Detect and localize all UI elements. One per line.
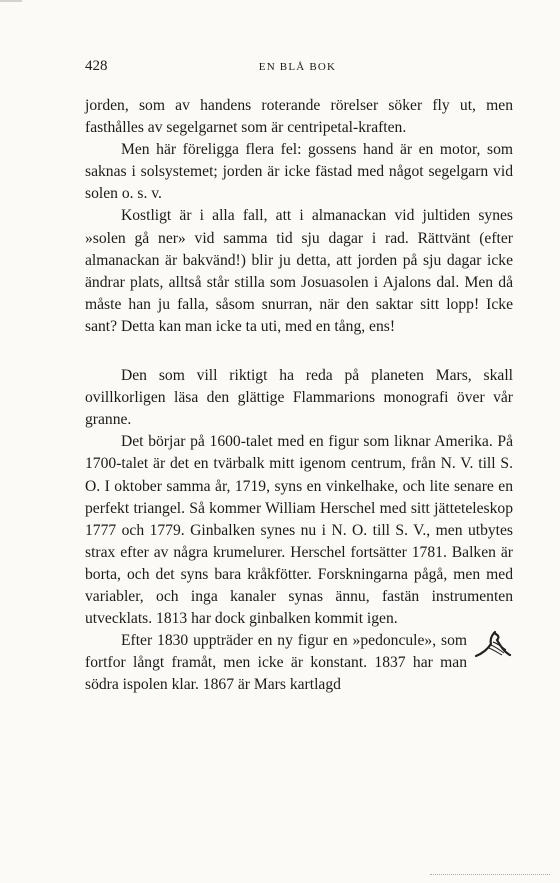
paragraph-5: Det börjar på 1600-talet med en figur som liknar Amerika. På 1700-talet är det en tvärbalk mitt igenom centrum, från N. V. till S. O. I oktober samma år, 1719, syns en vinkelhake, och lite senare en perfekt triangel. Så kommer William Herschel med sitt jätteteleskop 1777 och 1779. Ginbalken synes nu i N. O. till S. V., men utbytes strax efter av några krumelurer. Herschel fortsätter 1781. Balken är borta, och det syns bara kråkfötter. Forskningarna pågå, men med variabler, och inga kanaler synas ännu, fastän instrumenten utvecklats. 1813 har dock ginbalken kommit igen. [85,433,513,628]
running-title: EN BLÅ BOK [258,61,337,73]
page-number: 428 [85,58,108,74]
section-break [85,338,513,365]
paragraph-1: jorden, som av handens roterande rörelser söker fly ut, men fasthålles av segelgarnet som är centripetal-kraften. [85,97,513,137]
scan-bottom-edge [430,874,550,875]
paragraph-4: Den som vill riktigt ha reda på planeten Mars, skall ovillkorligen läsa den glättige Flammarions monografi över vår granne. [85,367,513,429]
scan-edge-mark [0,0,22,2]
pedoncule-figure-icon [473,630,513,660]
page-header [85,58,510,80]
paragraph-2: Men här föreligga flera fel: gossens hand är en motor, som saknas i solsystemet; jorden är icke fästad med något segelgarn vid solen o. s. v. [85,141,513,203]
body-text [85,95,513,696]
paragraph-3: Kostligt är i alla fall, att i almanackan vid jultiden synes »solen gå ner» vid samma tid sju dagar i rad. Rättvänt (efter almanackan är bakvänd!) blir ju detta, att jorden på sju dagar icke ändrar plats, alltså står stilla som Josuasolen i Ajalons dal. Men då måste han ju falla, såsom snurran, när den saktar sitt lopp! Icke sant? Detta kan man icke ta uti, med en tång, ens! [85,207,513,335]
paragraph-6: Efter 1830 uppträder en ny figur en »pedoncule», som fortfor långt framåt, men icke är konstant. 1837 har man södra ispolen klar. 1867 är Mars kartlagd [85,632,467,694]
